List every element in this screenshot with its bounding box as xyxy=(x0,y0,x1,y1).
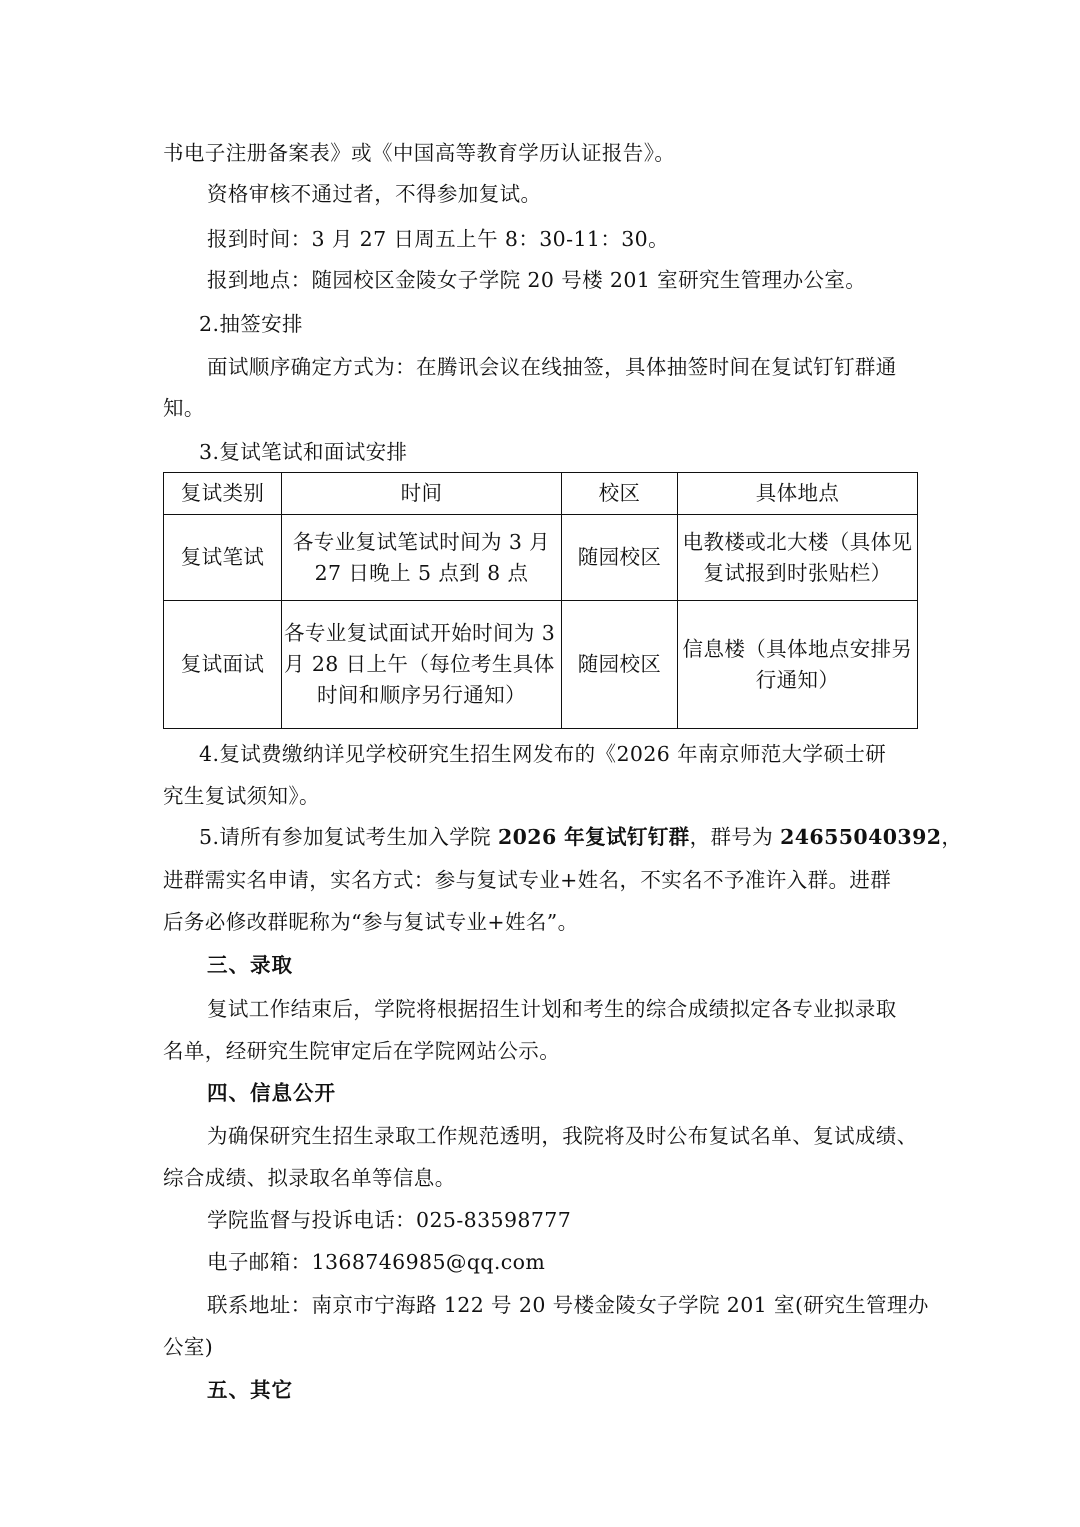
schedule-table xyxy=(163,472,918,729)
subsection-heading: 3.复试笔试和面试安排 xyxy=(199,440,408,464)
paragraph-line: 综合成绩、拟录取名单等信息。 xyxy=(163,1166,456,1190)
text-run: ，群号为 xyxy=(689,825,781,849)
paragraph-line: 为确保研究生招生录取工作规范透明，我院将及时公布复试名单、复试成绩、 xyxy=(207,1124,918,1148)
paragraph-line: 公室) xyxy=(163,1335,214,1359)
section-heading: 三、录取 xyxy=(207,953,293,977)
paragraph-line: 后务必修改群昵称为“参与复试专业+姓名”。 xyxy=(163,910,579,934)
table-cell-category: 复试笔试 xyxy=(164,515,282,601)
section-heading: 四、信息公开 xyxy=(207,1081,336,1105)
cell-line: 各专业复试笔试时间为 3 月 xyxy=(292,529,551,554)
cell-line: 27 日晚上 5 点到 8 点 xyxy=(314,560,529,585)
cell-line: 各专业复试面试开始时间为 3 xyxy=(284,621,556,645)
contact-email: 电子邮箱：1368746985@qq.com xyxy=(207,1250,546,1274)
paragraph-line: 资格审核不通过者，不得参加复试。 xyxy=(207,182,542,206)
table-header-cell: 复试类别 xyxy=(164,473,282,515)
cell-line: 信息楼（具体地点安排另 xyxy=(682,636,913,661)
paragraph-line: 进群需实名申请，实名方式：参与复试专业+姓名，不实名不予准许入群。进群 xyxy=(163,868,892,892)
table-cell-category: 复试面试 xyxy=(164,601,282,729)
table-cell-location xyxy=(678,515,918,601)
paragraph-line: 复试工作结束后，学院将根据招生计划和考生的综合成绩拟定各专业拟录取 xyxy=(207,997,897,1021)
paragraph-line xyxy=(199,825,962,849)
complaint-phone: 学院监督与投诉电话：025-83598777 xyxy=(207,1208,572,1232)
dingtalk-group-number: 24655040392 xyxy=(780,825,942,849)
paragraph-line: 4.复试费缴纳详见学校研究生招生网发布的《2026 年南京师范大学硕士研 xyxy=(199,742,887,766)
table-header-cell: 具体地点 xyxy=(678,473,918,515)
table-header-row xyxy=(164,473,918,515)
table-row xyxy=(164,601,918,729)
text-run: ， xyxy=(941,825,963,849)
paragraph-line: 名单，经研究生院审定后在学院网站公示。 xyxy=(163,1039,561,1063)
text-run: 5.请所有参加复试考生加入学院 xyxy=(199,825,498,849)
subsection-heading: 2.抽签安排 xyxy=(199,312,303,336)
paragraph-line: 书电子注册备案表》或《中国高等教育学历认证报告》。 xyxy=(163,141,676,165)
table-header-cell: 时间 xyxy=(282,473,562,515)
table-cell-campus: 随园校区 xyxy=(562,601,678,729)
contact-address: 联系地址：南京市宁海路 122 号 20 号楼金陵女子学院 201 室(研究生管理办 xyxy=(207,1293,929,1317)
paragraph-line: 面试顺序确定方式为：在腾讯会议在线抽签，具体抽签时间在复试钉钉群通 xyxy=(207,355,897,379)
cell-line: 时间和顺序另行通知） xyxy=(317,683,526,707)
cell-line: 复试报到时张贴栏） xyxy=(703,560,892,585)
dingtalk-group-name: 2026 年复试钉钉群 xyxy=(497,825,690,849)
paragraph-line: 知。 xyxy=(163,396,205,420)
table-cell-campus: 随园校区 xyxy=(562,515,678,601)
cell-line: 电教楼或北大楼（具体见 xyxy=(682,529,913,554)
paragraph-line: 究生复试须知》。 xyxy=(163,784,320,808)
section-heading: 五、其它 xyxy=(207,1378,293,1402)
paragraph-line: 报到时间：3 月 27 日周五上午 8：30-11：30。 xyxy=(207,227,670,251)
cell-line: 行通知） xyxy=(755,667,840,692)
cell-line: 月 28 日上午（每位考生具体 xyxy=(284,652,555,676)
table-header-cell: 校区 xyxy=(562,473,678,515)
paragraph-line: 报到地点：随园校区金陵女子学院 20 号楼 201 室研究生管理办公室。 xyxy=(207,268,867,292)
table-cell-time xyxy=(282,601,562,729)
table-cell-time xyxy=(282,515,562,601)
table-row xyxy=(164,515,918,601)
table-cell-location xyxy=(678,601,918,729)
